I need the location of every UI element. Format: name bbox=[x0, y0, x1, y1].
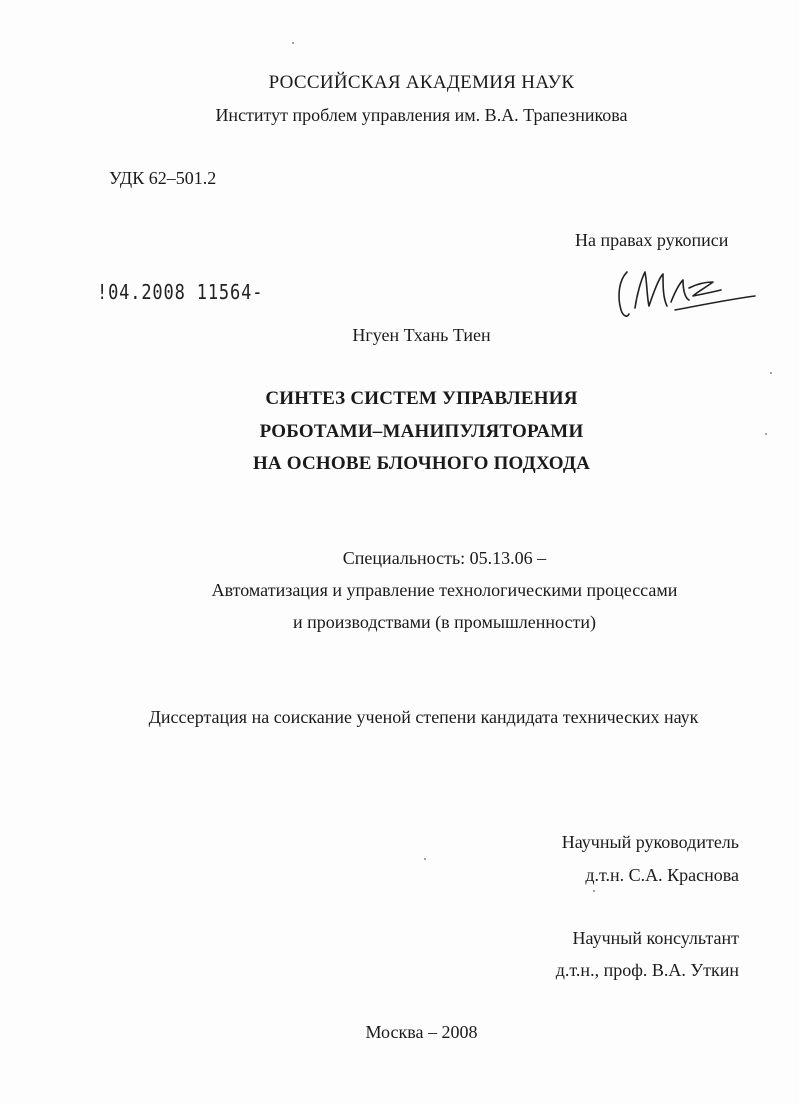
thesis-title-line-3: НА ОСНОВЕ БЛОЧНОГО ПОДХОДА bbox=[252, 453, 591, 474]
specialty-description-1: Автоматизация и управление технологическими процессами bbox=[211, 580, 678, 600]
author-name: Нгуен Тхань Тиен bbox=[352, 325, 491, 345]
city-year: Москва – 2008 bbox=[365, 1022, 478, 1042]
consultant-role: Научный консультант bbox=[572, 928, 739, 948]
scan-speck bbox=[593, 890, 595, 892]
specialty-description-2: и производствами (в промышленности) bbox=[293, 612, 596, 632]
scan-speck bbox=[424, 858, 426, 860]
handwritten-signature bbox=[605, 258, 760, 328]
institute-name: Институт проблем управления им. В.А. Трапезникова bbox=[215, 105, 628, 125]
scan-speck bbox=[765, 433, 767, 435]
scan-speck bbox=[292, 42, 294, 44]
organization-name: РОССИЙСКАЯ АКАДЕМИЯ НАУК bbox=[268, 72, 575, 93]
specialty-code: Специальность: 05.13.06 – bbox=[342, 548, 547, 568]
thesis-title-line-1: СИНТЕЗ СИСТЕМ УПРАВЛЕНИЯ bbox=[265, 388, 578, 409]
dissertation-statement: Диссертация на соискание ученой степени кандидата технических наук bbox=[148, 707, 699, 727]
registration-stamp: !04.2008 11564- bbox=[97, 280, 264, 304]
supervisor-role: Научный руководитель bbox=[561, 832, 739, 852]
consultant-name: д.т.н., проф. В.А. Уткин bbox=[555, 960, 739, 980]
scan-speck bbox=[770, 372, 772, 374]
udk-code: УДК 62–501.2 bbox=[109, 168, 217, 188]
supervisor-name: д.т.н. С.А. Краснова bbox=[585, 865, 739, 885]
thesis-title-line-2: РОБОТАМИ–МАНИПУЛЯТОРАМИ bbox=[259, 421, 584, 442]
manuscript-rights-note: На правах рукописи bbox=[575, 230, 729, 250]
